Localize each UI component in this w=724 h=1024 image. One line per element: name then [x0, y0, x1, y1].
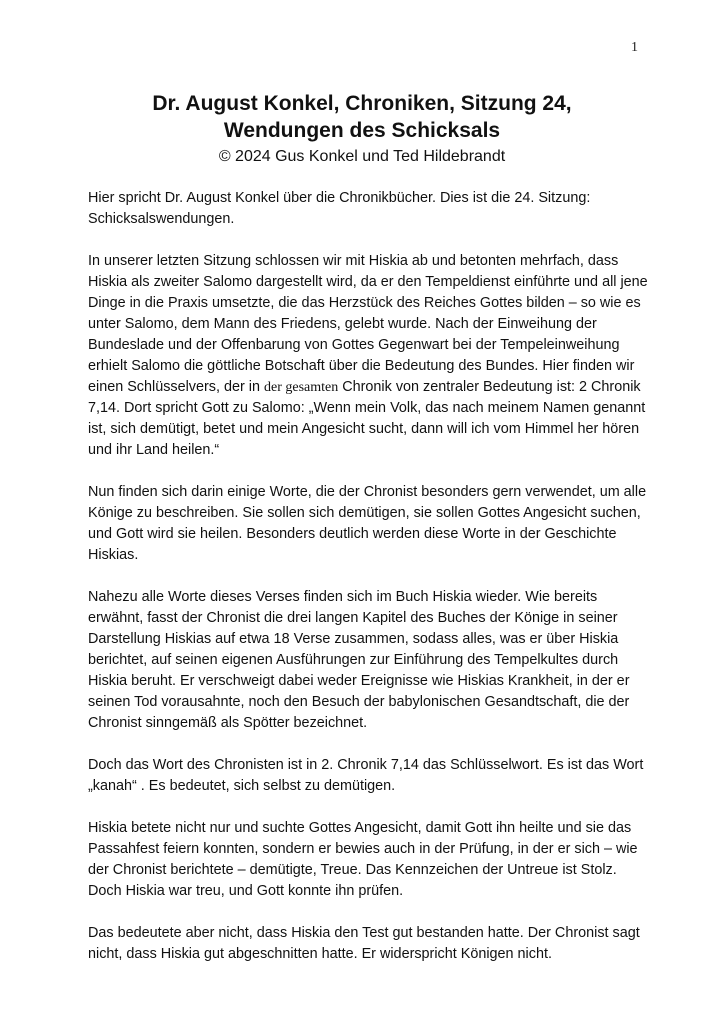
paragraph-2: [88, 251, 648, 461]
copyright-line: © 2024 Gus Konkel und Ted Hildebrandt: [218, 148, 506, 165]
page-title-line-2: Wendungen des Schicksals: [223, 119, 501, 142]
paragraph-6: Hiskia betete nicht nur und suchte Gottes Angesicht, damit Gott ihn heilte und sie das Passahfest feiern konnten, sondern er bewies auch in der Prüfung, in der er sich – wie der Chronist berichtete – demütigte, Treue. Das Kennzeichen der Untreue ist Stolz. Doch Hiskia war treu, und Gott konnte ihn prüfen.: [88, 820, 638, 899]
paragraph-1: Hier spricht Dr. August Konkel über die Chronikbücher. Dies ist die 24. Sitzung: Schicksalswendungen.: [88, 190, 591, 227]
paragraph-2-serif-run: der gesamten: [263, 380, 339, 395]
paragraph-7: Das bedeutete aber nicht, dass Hiskia den Test gut bestanden hatte. Der Chronist sagt nicht, dass Hiskia gut abgeschnitten hatte. Er widerspricht Königen nicht.: [88, 925, 640, 962]
paragraph-4: Nahezu alle Worte dieses Verses finden sich im Buch Hiskia wieder. Wie bereits erwähnt, fasst der Chronist die drei langen Kapitel des Buches der Könige in seiner Darstellung Hiskias auf etwa 18 Verse zusammen, sodass alles, was er über Hiskia berichtet, auf seinen eigenen Ausführungen zur Einführung des Tempelkultes durch Hiskia beruht. Er verschweigt dabei weder Ereignisse wie Hiskias Krankheit, in der er seinen Tod vorausahnte, noch den Besuch der babylonischen Gesandtschaft, die der Chronist sinngemäß als Spötter bezeichnet.: [88, 589, 630, 731]
paragraph-5: Doch das Wort des Chronisten ist in 2. Chronik 7,14 das Schlüsselwort. Es ist das Wort „kanah“ . Es bedeutet, sich selbst zu demütigen.: [88, 757, 644, 794]
paragraph-2-part-c: Chronik von zentraler Bedeutung ist: 2 Chronik 7,14. Dort spricht Gott zu Salomo: „Wenn mein Volk, das nach meinem Namen genannt ist, sich demütigt, betet und mein Angesicht sucht, dann will ich vom Himmel her hören und ihr Land heilen.“: [88, 379, 646, 458]
page-title-line-1: Dr. August Konkel, Chroniken, Sitzung 24,: [152, 92, 572, 115]
paragraph-3: Nun finden sich darin einige Worte, die der Chronist besonders gern verwendet, um alle Könige zu beschreiben. Sie sollen sich demütigen, sie sollen Gottes Angesicht suchen, und Gott wird sie heilen. Besonders deutlich werden diese Worte in der Geschichte Hiskias.: [88, 484, 647, 563]
paragraph-2-part-a: In unserer letzten Sitzung schlossen wir mit Hiskia ab und betonten mehrfach, dass Hiskia als zweiter Salomo dargestellt wird, da er den Tempeldienst einführte und all jene Dinge in die Praxis umsetzte, die das Herzstück des Reiches Gottes bilden – so wie es unter Salomo, dem Mann des Friedens, gelebt wurde. Nach der Einweihung der Bundeslade und der Offenbarung von Gottes Gegenwart bei der Tempeleinweihung erhielt Salomo die göttliche Botschaft über die Bedeutung des Bundes. Hier finden wir einen Schlüsselvers, der in: [88, 253, 648, 395]
page-number: 1: [631, 40, 638, 55]
title-block: [60, 90, 664, 168]
document-body: [88, 188, 648, 986]
